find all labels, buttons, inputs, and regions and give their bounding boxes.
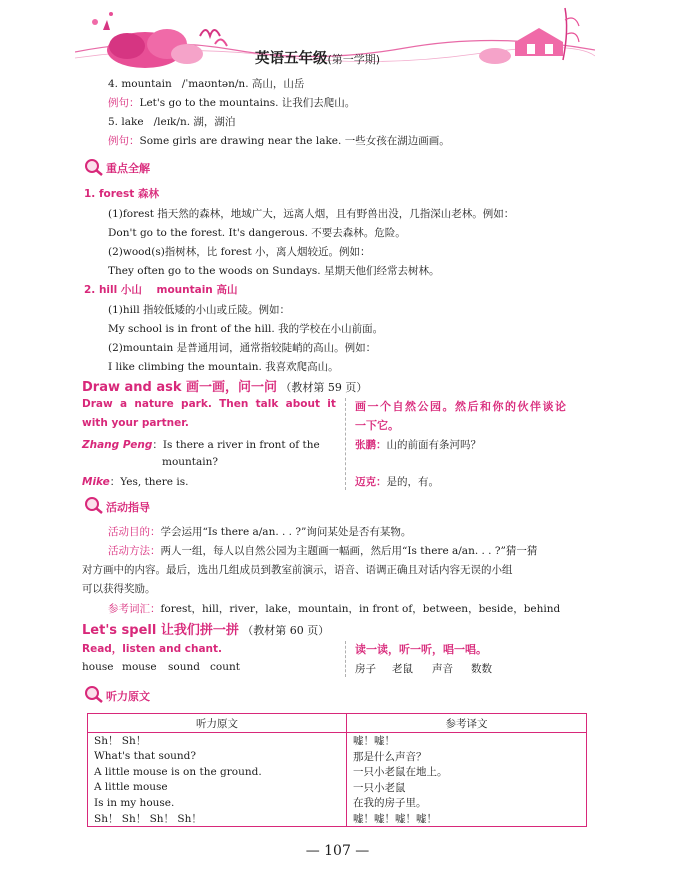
table-cell: Is in my house. <box>88 795 347 811</box>
draw-ask-instruction-zh: 画一个自然公园。然后和你的伙伴谈论 <box>355 400 568 413</box>
column-divider <box>345 398 346 490</box>
table-cell: 在我的房子里。 <box>347 795 587 811</box>
table-cell: 那是什么声音？ <box>347 749 587 765</box>
table-header-cell: 参考译文 <box>347 714 587 733</box>
table-cell: 一只小老鼠 <box>347 780 587 796</box>
book-title: 英语五年级(第一学期) <box>255 51 381 67</box>
draw-ask-instruction-en-cont: with your partner. <box>82 417 189 429</box>
point-2-title: 2. hill 小山 mountain 高山 <box>84 284 238 296</box>
vocab-item-mountain: 4. mountain /ˈmaʊntən/n. 高山，山岳 <box>108 78 305 90</box>
table-header-row <box>88 714 587 733</box>
activity-purpose: 活动目的：学会运用“Is there a/an. . . ?”询问某处是否有某物。 <box>108 526 412 538</box>
spell-heading: Let's spell 让我们拼一拼 （教材第 60 页） <box>82 623 330 638</box>
point-2-line: My school is in front of the hill. 我的学校在小山前面。 <box>108 323 384 335</box>
table-header-cell: 听力原文 <box>88 714 347 733</box>
table-cell: What's that sound? <box>88 749 347 765</box>
activity-vocab: 参考词汇：forest，hill，river，lake，mountain，in front of，between，beside，behind <box>108 603 561 615</box>
point-1-line: Don't go to the forest. It's dangerous. 不要去森林。危险。 <box>108 227 406 239</box>
dialogue-line-1: Zhang Peng：Is there a river in front of the <box>82 439 320 451</box>
point-1-line: They often go to the woods on Sundays. 星期天他们经常去树林。 <box>108 265 440 277</box>
point-2-line: I like climbing the mountain. 我喜欢爬高山。 <box>108 361 339 373</box>
activity-method-cont: 对方画中的内容。最后，选出几组成员到教室前演示，语音、语调正确且对话内容无误的小组 <box>82 564 513 576</box>
page-number: — 107 — <box>305 843 370 859</box>
table-row <box>88 733 587 749</box>
table-row <box>88 811 587 827</box>
spell-word-zh: 老鼠 <box>392 663 413 675</box>
point-1-title: 1. forest 森林 <box>84 188 159 200</box>
point-2-line: (2)mountain 是普通用词，通常指较陡峭的高山。例如： <box>108 342 377 354</box>
spell-word-zh: 房子 <box>355 663 376 675</box>
key-points-heading: 重点全解 <box>106 162 150 175</box>
dialogue-line-2: Mike：Yes, there is. <box>82 476 189 488</box>
spell-word: house <box>82 661 114 673</box>
magnifier-icon <box>84 685 106 703</box>
table-cell: Sh！ Sh！ Sh！ Sh！ <box>88 811 347 827</box>
table-cell: A little mouse <box>88 780 347 796</box>
vocab-item-lake: 5. lake /leɪk/n. 湖，湖泊 <box>108 116 236 128</box>
listening-table <box>87 713 587 827</box>
vocab-example-lake: 例句：Some girls are drawing near the lake. 一些女孩在湖边画画。 <box>108 135 450 147</box>
table-row <box>88 749 587 765</box>
spell-word: mouse <box>122 661 157 673</box>
table-cell: 嘘！嘘！ <box>347 733 587 749</box>
table-row <box>88 795 587 811</box>
draw-ask-heading: Draw and ask 画一画，问一问 （教材第 59 页） <box>82 380 368 395</box>
magnifier-icon <box>84 158 106 176</box>
point-2-line: (1)hill 指较低矮的小山或丘陵。例如： <box>108 304 291 316</box>
table-cell: 嘘！嘘！嘘！嘘！ <box>347 811 587 827</box>
table-cell: 一只小老鼠在地上。 <box>347 764 587 780</box>
spell-word: count <box>210 661 240 673</box>
point-1-line: (2)wood(s)指树林，比 forest 小，离人烟较近。例如： <box>108 246 371 258</box>
spell-word-zh: 数数 <box>471 663 492 675</box>
dialogue-zh-2: 迈克：是的，有。 <box>355 476 439 488</box>
table-cell: Sh！ Sh！ <box>88 733 347 749</box>
activity-heading: 活动指导 <box>106 501 150 514</box>
spell-instruction-en: Read，listen and chant. <box>82 643 223 655</box>
spell-word: sound <box>168 661 200 673</box>
table-cell: A little mouse is on the ground. <box>88 764 347 780</box>
draw-ask-instruction-zh-cont: 一下它。 <box>355 419 399 432</box>
activity-method: 活动方法：两人一组，每人以自然公园为主题画一幅画，然后用“Is there a/an. . . ?”猜一猜 <box>108 545 538 557</box>
vocab-example-mountain: 例句：Let's go to the mountains. 让我们去爬山。 <box>108 97 356 109</box>
spell-instruction-zh: 读一读，听一听，唱一唱。 <box>355 643 487 656</box>
table-row <box>88 764 587 780</box>
dialogue-line-1-cont: mountain? <box>162 456 219 468</box>
draw-ask-instruction-en: Draw a nature park. Then talk about it <box>82 398 336 410</box>
activity-method-cont: 可以获得奖励。 <box>82 583 156 595</box>
listening-heading: 听力原文 <box>106 690 150 703</box>
spell-word-zh: 声音 <box>432 663 453 675</box>
dialogue-zh-1: 张鹏：山的前面有条河吗？ <box>355 439 481 451</box>
point-1-line: (1)forest 指天然的森林，地域广大，远离人烟，且有野兽出没，几指深山老林。例如： <box>108 208 515 220</box>
column-divider <box>345 641 346 677</box>
table-row <box>88 780 587 796</box>
magnifier-icon <box>84 496 106 514</box>
